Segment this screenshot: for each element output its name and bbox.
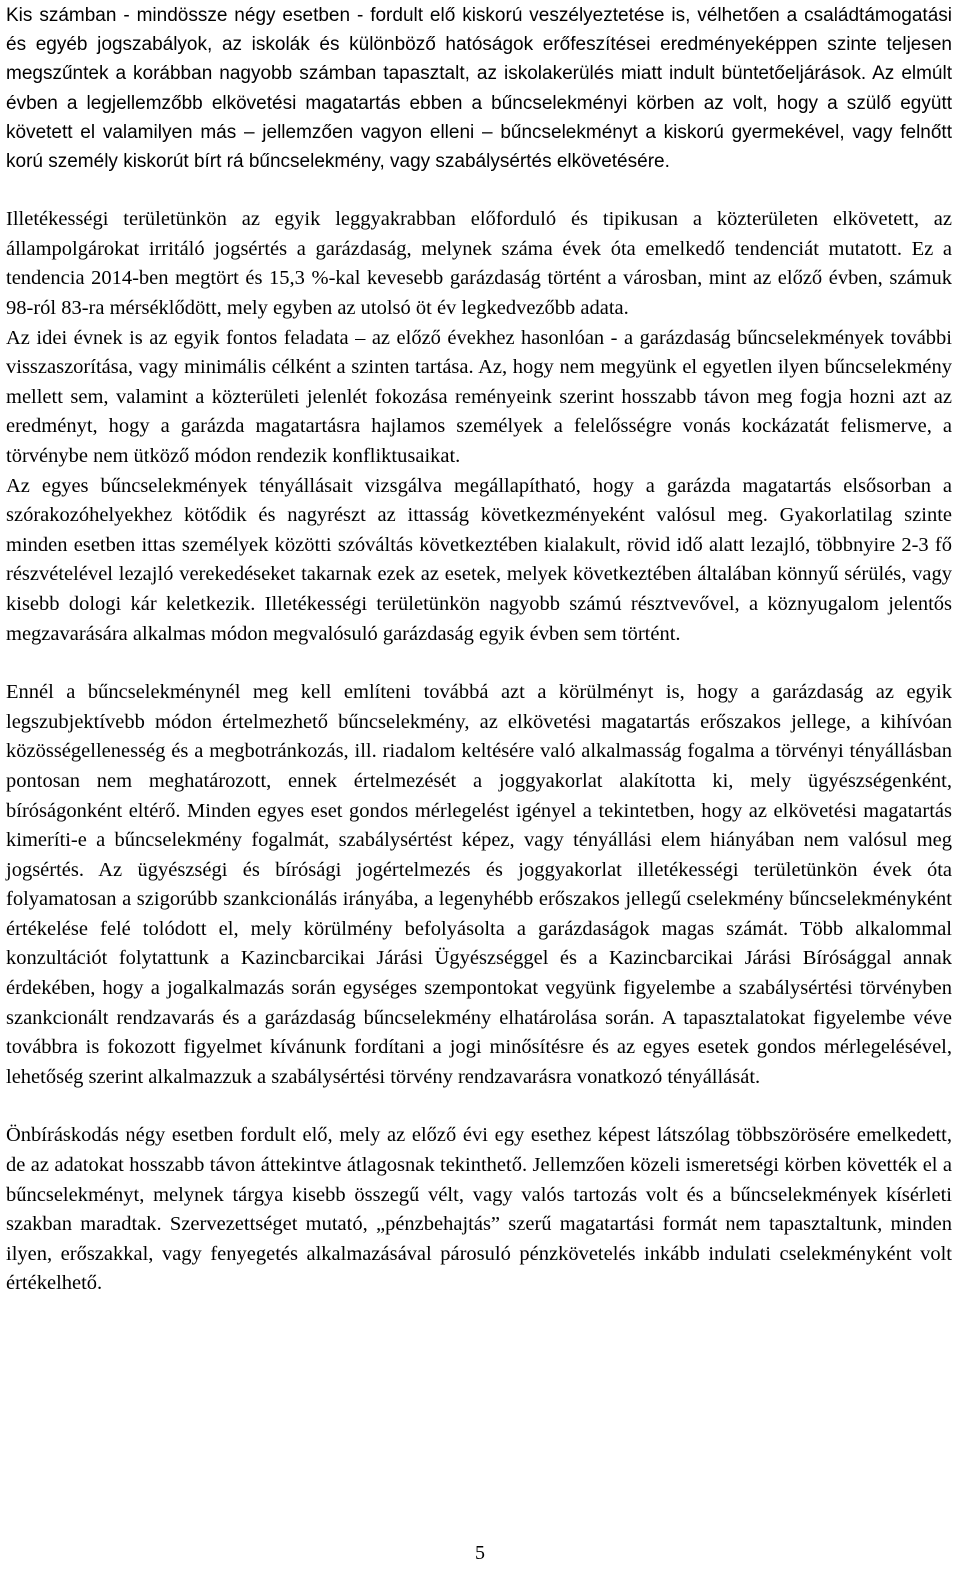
- paragraph-disorderly-conduct-statistics: Illetékességi területünkön az egyik leggyakrabban előforduló és tipikusan a közterületen elkövetett, az állampolgárokat irritáló jogsértés a garázdaság, melynek száma évek óta emelkedő tendenciát mutatott. Ez a tendencia 2014-ben megtört és 15,3 %-kal kevesebb garázdaság történt a városban, mint az előző évben, számuk 98-ról 83-ra mérséklődött, mely egyben az utolsó öt év legkedvezőbb adata.: [6, 208, 952, 319]
- paragraph-self-help: Önbíráskodás négy esetben fordult elő, mely az előző évi egy esethez képest látszólag többszörösére emelkedett, de az adatokat hosszabb távon áttekintve átlagosnak tekinthető. Jellemzően közeli ismeretségi körben követték el a bűncselekményt, melynek tárgya kisebb összegű vélt, vagy valós tartozás volt és a bűncselekmények kísérleti szakban maradtak. Szervezettséget mutató, „pénzbehajtás” szerű magatartási formát nem tapasztaltunk, minden ilyen, erőszakkal, vagy fenyegetés alkalmazásával párosuló pénzkövetelés inkább indulati cselekményként volt értékelhető.: [6, 1124, 952, 1295]
- paragraph-spacer: [6, 176, 952, 205]
- page-number: 5: [475, 1542, 485, 1564]
- paragraph-spacer: [6, 1092, 952, 1121]
- paragraph-spacer: [6, 649, 952, 678]
- paragraph-disorderly-conduct-goals: Az idei évnek is az egyik fontos feladata – az előző évekhez hasonlóan - a garázdaság bűncselekmények további visszaszorítása, vagy minimális célként a szinten tartása. Az, hogy nem megyünk el egyetlen ilyen bűncselekmény mellett sem, valamint a közterületi jelenlét fokozása reményeink szerint hosszabb távon meg fogja hozni azt az eredményt, hogy a garázda magatartásra hajlamos személyek a felelősségre vonás kockázatát felismerve, a törvénybe nem ütköző módon rendezik konfliktusaikat.: [6, 326, 952, 467]
- paragraph-child-endangerment: Kis számban - mindössze négy esetben - fordult elő kiskorú veszélyeztetése is, vélhetően a családtámogatási és egyéb jogszabályok, az iskolák és különböző hatóságok erőfeszítései eredményeképpen szinte teljesen megszűntek a korábban nagyobb számban tapasztalt, az iskolakerülés miatt indult büntetőeljárások. Az elmúlt évben a legjellemzőbb elkövetési magatartás ebben a bűncselekményi körben az volt, hogy a szülő együtt követett el valamilyen más – jellemzően vagyon elleni – bűncselekményt a kiskorú gyermekével, vagy felnőtt korú személy kiskorút bírt rá bűncselekmény, vagy szabálysértés elkövetésére.: [6, 5, 952, 173]
- paragraph-legal-interpretation: Ennél a bűncselekménynél meg kell említeni továbbá azt a körülményt is, hogy a garázdaság az egyik legszubjektívebb módon értelmezhető bűncselekmény, az elkövetési magatartás erőszakos jellege, a kihívóan közösségellenesség és a megbotránkozás, ill. riadalom keltésére való alkalmasság fogalma a törvényi tényállásban pontosan nem meghatározott, ennek értelmezését a joggyakorlat alakította ki, mely ügyészségenként, bíróságonként eltérő. Minden egyes eset gondos mérlegelést igényel a tekintetben, hogy az elkövetési magatartás kimeríti-e a bűncselekmény fogalmát, szabálysértést képez, vagy tényállási elem hiányában nem valósul meg jogsértés. Az ügyészségi és bírósági jogértelmezés és joggyakorlat illetékességi területünkön évek óta folyamatosan a szigorúbb szankcionálás irányába, a legenyhébb erőszakos jellegű cselekmény bűncselekményként értékelése felé tolódott el, mely körülmény befolyásolta a garázdaságok magas számát. Több alkalommal konzultációt folytattunk a Kazincbarcikai Járási Ügyészséggel és a Kazincbarcikai Járási Bírósággal annak érdekében, hogy a jogalkalmazás során egységes szempontokat vegyünk figyelembe a szabálysértési törvényben szankcionált rendzavarás és a garázdaság bűncselekmény elhatárolása során. A tapasztalatokat figyelembe véve továbbra is fokozott figyelmet kívánunk fordítani a jogi minősítésre és az egyes esetek gondos mérlegelésével, lehetőség szerint alkalmazzuk a szabálysértési törvény rendzavarásra vonatkozó tényállását.: [6, 681, 952, 1088]
- paragraph-disorderly-conduct-circumstances: Az egyes bűncselekmények tényállásait vizsgálva megállapítható, hogy a garázda magatartás elsősorban a szórakozóhelyekhez kötődik és nagyrészt az ittasság következményeként valósul meg. Gyakorlatilag szinte minden esetben ittas személyek közötti szóváltás következtében kialakult, rövid idő alatt lezajló, többnyire 2-3 fő részvételével lezajló verekedéseket takarnak ezek az esetek, melyek következtében általában könnyű sérülés, vagy kisebb dologi kár keletkezik. Illetékességi területünkön nagyobb számú résztvevővel, a köznyugalom jelentős megzavarására alkalmas módon megvalósuló garázdaság egyik évben sem történt.: [6, 474, 952, 645]
